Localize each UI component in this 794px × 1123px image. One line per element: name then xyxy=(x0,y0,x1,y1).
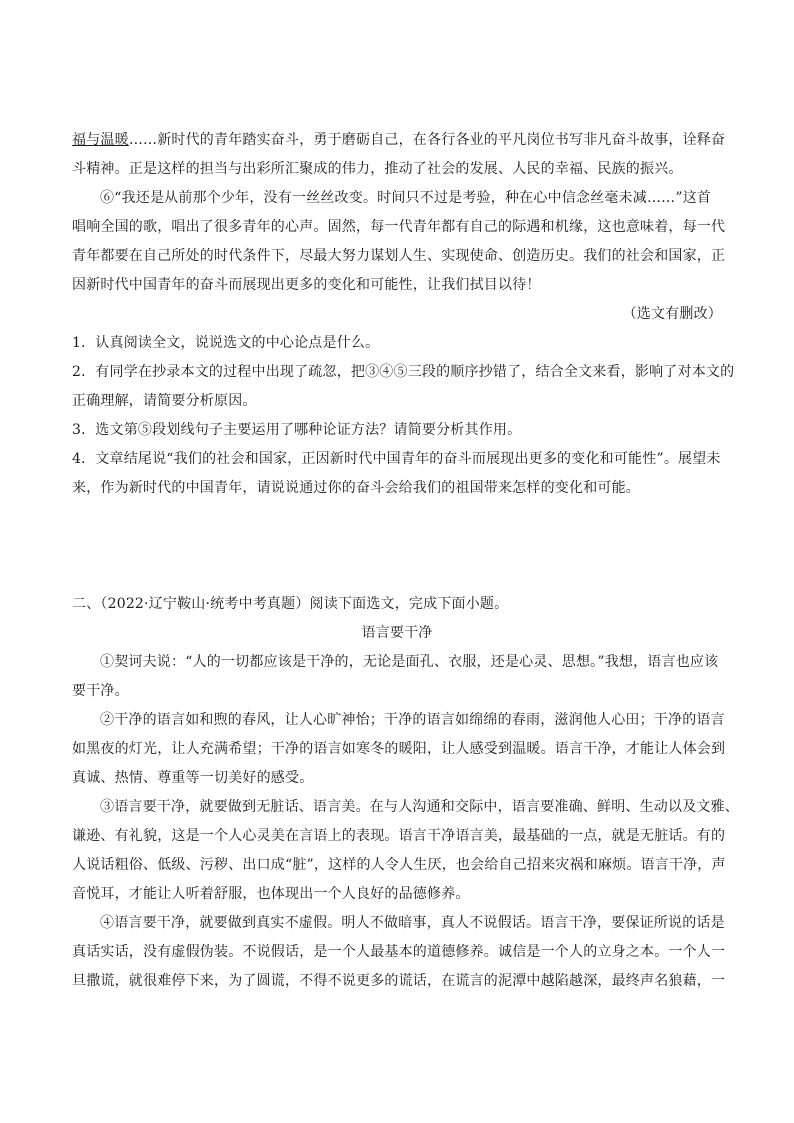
paragraph-2-line-3: 真诚、热情、尊重等一切美好的感受。 xyxy=(72,770,314,786)
paragraph-2-line-1: ②干净的语言如和煦的春风，让人心旷神怡；干净的语言如绵绵的春雨，滋润他人心田；干净的语言 xyxy=(100,712,725,728)
edit-note: （选文有删改） xyxy=(622,306,722,322)
question-3: 3．选文第⑤段划线句子主要运用了哪种论证方法？请简要分析其作用。 xyxy=(72,422,522,438)
paragraph-3-line-2: 谦逊、有礼貌，这是一个人心灵美在言语上的表现。语言干净语言美，最基础的一点，就是无脏话。有的 xyxy=(72,828,726,844)
paragraph-1-line-2: 要干净。 xyxy=(72,683,129,699)
question-4-line-1: 4．文章结尾说“我们的社会和国家，正因新时代中国青年的奋斗而展现出更多的变化和可能性”。展望未 xyxy=(72,451,721,467)
paragraph-5-line-2: 斗精神。正是这样的担当与出彩所汇聚成的伟力，推动了社会的发展、人民的幸福、民族的振兴。 xyxy=(72,161,683,177)
paragraph-3-line-1: ③语言要干净，就要做到无脏话、语言美。在与人沟通和交际中，语言要准确、鲜明、生动以及文雅、 xyxy=(100,799,739,815)
paragraph-1-line-1: ①契诃夫说：“人的一切都应该是干净的，无论是面孔、衣服，还是心灵、思想。”我想，语言也应该 xyxy=(100,654,719,670)
question-2-line-1: 2．有同学在抄录本文的过程中出现了疏忽，把③④⑤三段的顺序抄错了，结合全文来看，影响了对本文的 xyxy=(72,364,735,380)
paragraph-5-text: ……新时代的青年踏实奋斗，勇于磨砺自己，在各行各业的平凡岗位书写非凡奋斗故事，诠释奋 xyxy=(128,132,726,148)
question-4-line-2: 来，作为新时代的中国青年，请说说通过你的奋斗会给我们的祖国带来怎样的变化和可能。 xyxy=(72,480,640,496)
question-1: 1．认真阅读全文，说说选文的中心论点是什么。 xyxy=(72,335,380,351)
paragraph-5-line-1 xyxy=(72,126,726,155)
paragraph-6-line-3: 青年都要在自己所处的时代条件下，尽最大努力谋划人生、实现使命、创造历史。我们的社会和国家，正 xyxy=(72,248,726,264)
paragraph-6-line-1: ⑥“我还是从前那个少年，没有一丝丝改变。时间只不过是考验，种在心中信念丝毫未减……”这首 xyxy=(100,190,712,206)
article-title: 语言要干净 xyxy=(361,625,433,641)
paragraph-4-line-2: 真话实话，没有虚假伪装。不说假话，是一个人最基本的道德修养。诚信是一个人的立身之本。一个人一 xyxy=(72,944,726,960)
paragraph-3-line-3: 人说话粗俗、低级、污秽、出口成“脏”，这样的人令人生厌，也会给自己招来灾祸和麻烦。语言干净，声 xyxy=(72,857,726,873)
paragraph-4-line-1: ④语言要干净，就要做到真实不虚假。明人不做暗事，真人不说假话。语言干净，要保证所说的话是 xyxy=(100,915,725,931)
underlined-phrase: 福与温暖 xyxy=(72,132,129,148)
question-2-line-2: 正确理解，请简要分析原因。 xyxy=(72,393,257,409)
document-page xyxy=(72,126,739,996)
section-2-heading: 二、（2022·辽宁鞍山·统考中考真题）阅读下面选文，完成下面小题。 xyxy=(72,596,509,612)
paragraph-4-line-3: 旦撒谎，就很难停下来，为了圆谎，不得不说更多的谎话，在谎言的泥潭中越陷越深，最终声名狼藉，一 xyxy=(72,973,726,989)
paragraph-2-line-2: 如黑夜的灯光，让人充满希望；干净的语言如寒冬的暖阳，让人感受到温暖。语言干净，才能让人体会到 xyxy=(72,741,726,757)
paragraph-6-line-4: 因新时代中国青年的奋斗而展现出更多的变化和可能性，让我们拭目以待！ xyxy=(72,277,541,293)
paragraph-6-line-2: 唱响全国的歌，唱出了很多青年的心声。固然，每一代青年都有自己的际遇和机缘，这也意味着，每一代 xyxy=(72,219,726,235)
paragraph-3-line-4: 音悦耳，才能让人听着舒服，也体现出一个人良好的品德修养。 xyxy=(72,886,470,902)
spacer xyxy=(72,503,722,590)
